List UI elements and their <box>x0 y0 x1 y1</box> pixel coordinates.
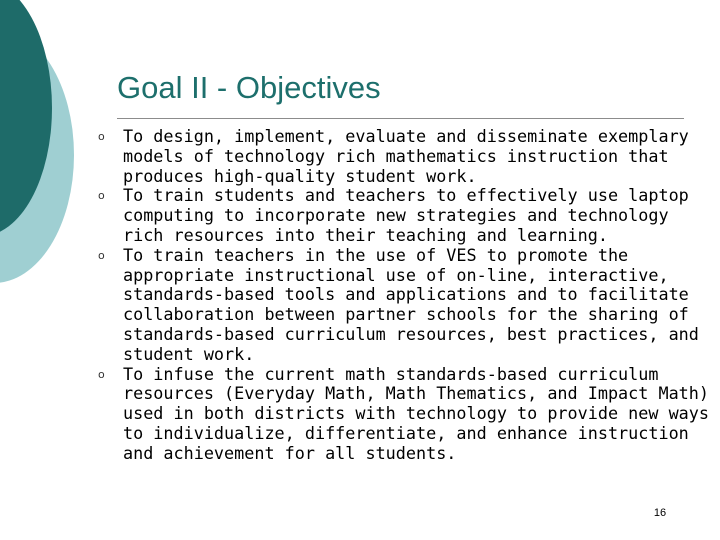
objective-text: To train teachers in the use of VES to promote the appropriate instructional use of on-line, interactive, standards-based tools and applications and to facilitate collaboration between partner schools for the sharing of standards-based curriculum resources, best practices, and student work. <box>123 244 699 364</box>
objective-text: To infuse the current math standards-based curriculum resources (Everyday Math, Math Thematics, and Impact Math) used in both districts with technology to provide new ways to individualize, differentiate, and enhance instruction and achievement for all students. <box>123 363 709 463</box>
objective-item <box>98 365 716 464</box>
hollow-circle-bullet-icon: o <box>98 189 105 203</box>
hollow-circle-bullet-icon: o <box>98 367 105 381</box>
title-divider <box>117 118 684 119</box>
hollow-circle-bullet-icon: o <box>98 130 105 143</box>
objective-item <box>98 127 716 186</box>
page-number: 16 <box>653 507 667 519</box>
objective-text: To train students and teachers to effectively use laptop computing to incorporate new strategies and technology rich resources into their teaching and learning. <box>123 185 689 245</box>
slide-title: Goal II - Objectives <box>117 70 381 105</box>
objectives-list <box>98 127 716 464</box>
objective-item <box>98 246 716 365</box>
objective-text: To design, implement, evaluate and disseminate exemplary models of technology rich mathematics instruction that produces high-quality student work. <box>123 126 689 186</box>
decorative-circles <box>0 0 80 290</box>
objective-item <box>98 186 716 245</box>
hollow-circle-bullet-icon: o <box>98 248 105 262</box>
